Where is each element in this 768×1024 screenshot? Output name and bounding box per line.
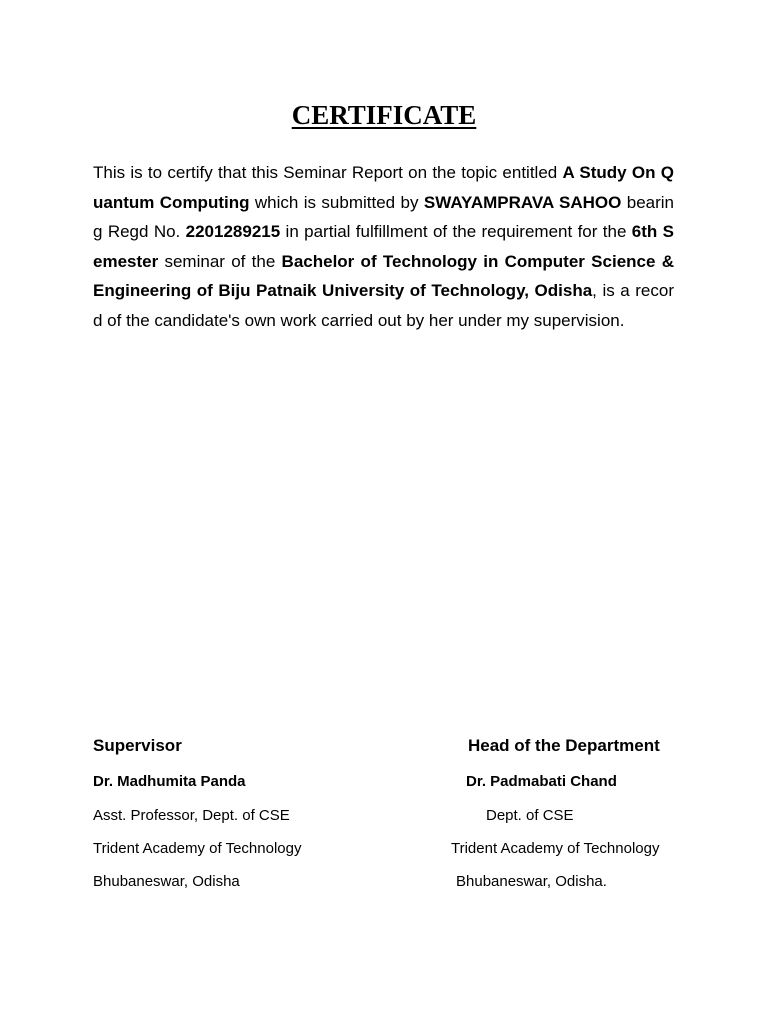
hod-role: Head of the Department [468, 736, 660, 755]
supervisor-location: Bhubaneswar, Odisha [93, 873, 240, 890]
supervisor-institute: Trident Academy of Technology [93, 840, 302, 857]
certificate-title: CERTIFICATE [291, 100, 477, 130]
body-text-closing: , is a record of the candidate's own work carried out by her under my supervision. [93, 281, 675, 330]
semester: 6th Semester [93, 222, 674, 271]
supervisor-name: Dr. Madhumita Panda [93, 773, 246, 790]
body-text-seminar: seminar of the [158, 251, 282, 271]
body-text-bearing: bearing Regd No. [93, 192, 674, 241]
body-text-fulfillment: in partial fulfillment of the requirement for the [280, 222, 632, 241]
hod-name: Dr. Padmabati Chand [466, 773, 617, 790]
student-name: SWAYAMPRAVA SAHOO [423, 192, 622, 212]
hod-location: Bhubaneswar, Odisha. [456, 873, 607, 890]
supervisor-designation: Asst. Professor, Dept. of CSE [93, 807, 290, 824]
report-topic: A Study On Quantum Computing [93, 163, 674, 212]
hod-institute: Trident Academy of Technology [451, 840, 660, 857]
certificate-body [93, 158, 674, 335]
supervisor-role: Supervisor [93, 736, 182, 755]
registration-number: 2201289215 [185, 222, 281, 241]
hod-designation: Dept. of CSE [486, 807, 574, 824]
degree-program: Bachelor of Technology in Computer Science & Engineering of Biju Patnaik University of Technology, Odisha [93, 251, 674, 300]
body-text-submitted: which is submitted by [249, 192, 424, 212]
body-text-intro: This is to certify that this Seminar Report on the topic entitled [93, 163, 563, 182]
